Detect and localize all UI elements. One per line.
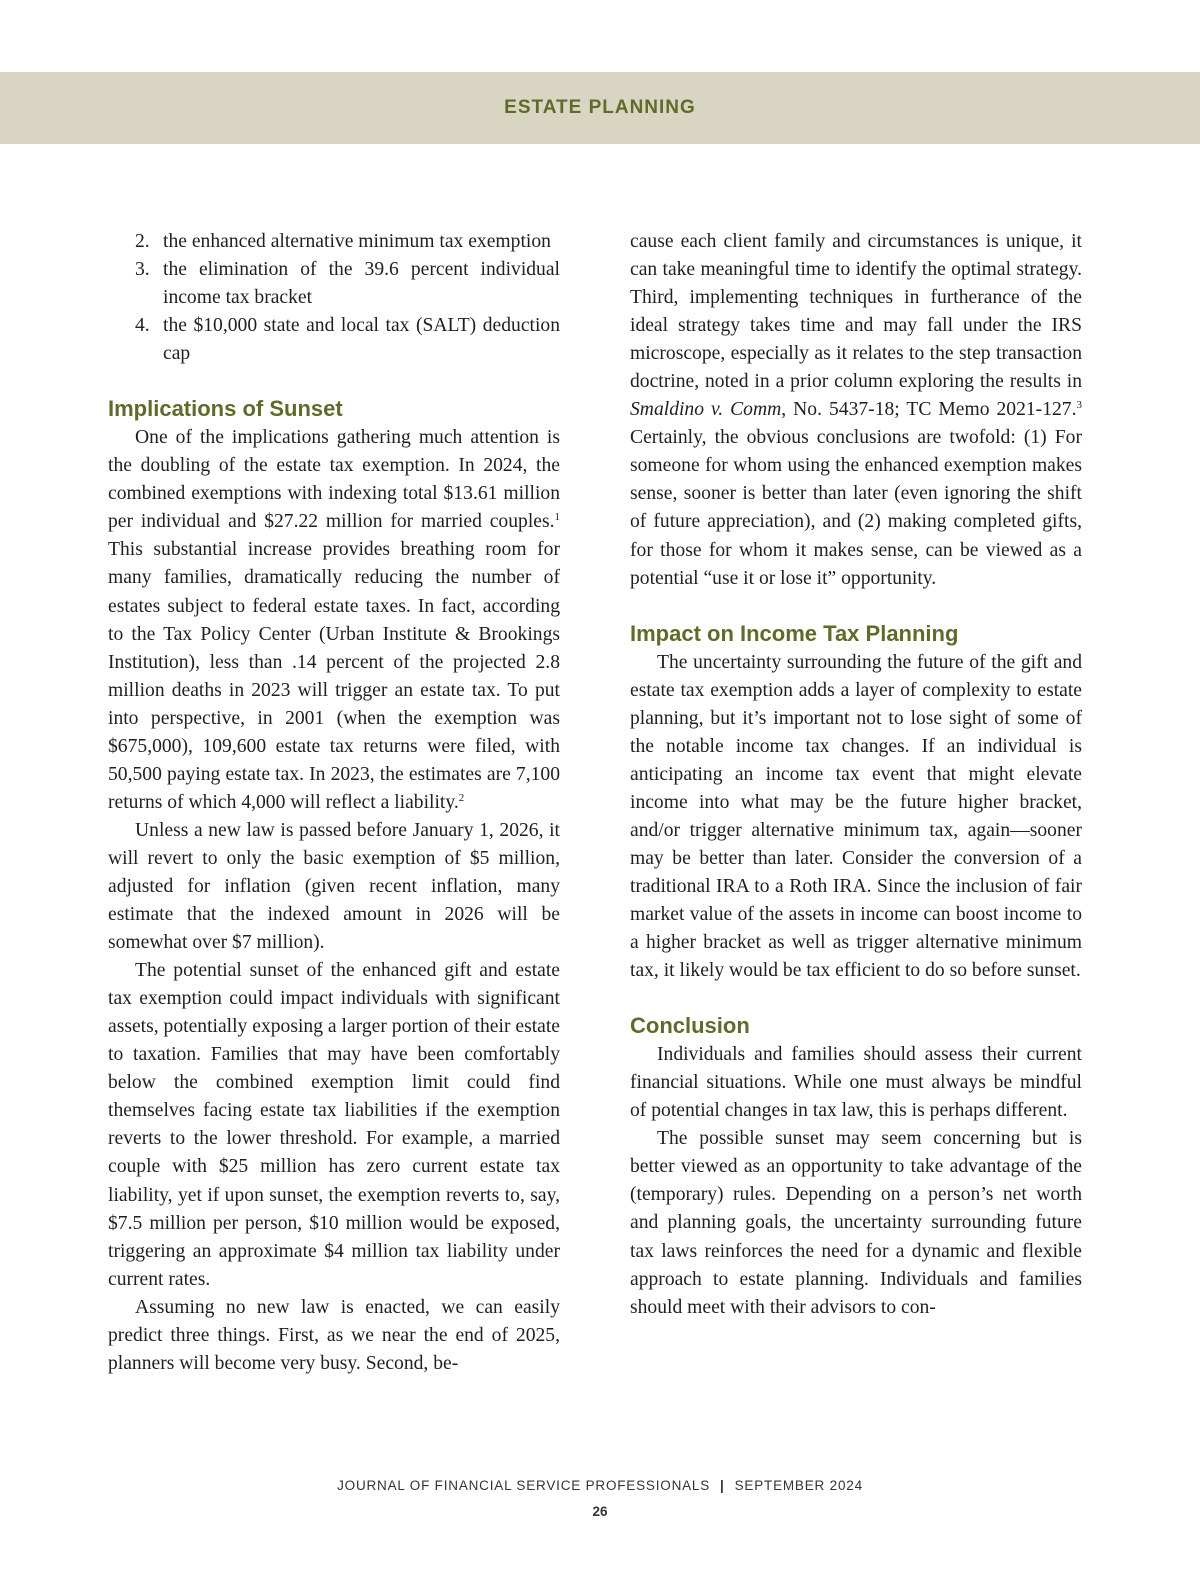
paragraph: Assuming no new law is enacted, we can easily predict three things. First, as we near the end of 2025, planners will become very busy. Second, be- — [108, 1296, 560, 1374]
text-run: This substantial increase provides breathing room for many families, dramatically reducing the number of estates subject to federal estate taxes. In fact, according to the Tax Policy Center (Urban Institute & Brookings Institution), less than .14 percent of the projected 2.8 million deaths in 2023 will trigger an estate tax. To put into perspective, in 2001 (when the exemption was $675,000), 109,600 estate tax returns were filed, with 50,500 paying estate tax. In 2023, the estimates are 7,100 returns of which 4,000 will reflect a liability. — [108, 539, 560, 813]
paragraph: Unless a new law is passed before January 1, 2026, it will revert to only the basic exemption of $5 million, adjusted for inflation (given recent inflation, many estimate that the indexed amount in 2026 will be somewhat over $7 million). — [108, 819, 560, 954]
footnote-ref: 2 — [458, 791, 465, 804]
footnote-ref: 3 — [1076, 399, 1082, 412]
list-text: the enhanced alternative minimum tax exemption — [163, 231, 551, 252]
list-text: the elimination of the 39.6 percent individual income tax bracket — [163, 259, 560, 309]
issue-date: SEPTEMBER 2024 — [734, 1478, 863, 1493]
page-number: 26 — [592, 1504, 608, 1519]
paragraph: Individuals and families should assess their current financial situations. While one must always be mindful of potential changes in tax law, this is perhaps different. — [630, 1044, 1082, 1122]
list-number: 3. — [135, 259, 150, 281]
case-citation: Smaldino v. Comm — [630, 399, 782, 421]
text-run: One of the implications gathering much attention is the doubling of the estate tax exemption. In 2024, the combined exemptions with indexing total $13.61 million per individual and $27.22 million for married couples. — [108, 427, 560, 533]
paragraph: The potential sunset of the enhanced gift and estate tax exemption could impact individuals with significant assets, potentially exposing a larger portion of their estate to taxation. Families that may have been comfortably below the combined exemption limit could find themselves facing estate tax liabilities if the exemption reverts to the lower threshold. For example, a married couple with $25 million has zero current estate tax liability, yet if upon sunset, the exemption reverts to, say, $7.5 million per person, $10 million would be exposed, triggering an approximate $4 million tax liability under current rates. — [108, 960, 560, 1290]
text-run: Certainly, the obvious conclusions are twofold: (1) For someone for whom using the enhanced exemption makes sense, sooner is better than later (even ignoring the shift of future appreciation), and (2) making completed gifts, for those for whom it makes sense, can be viewed as a potential “use it or lose it” opportunity. — [630, 427, 1082, 589]
paragraph: The uncertainty surrounding the future of the gift and estate tax exemption adds a layer of complexity to estate planning, but it’s important not to lose sight of some of the notable income tax changes. If an individual is anticipating an income tax event that might elevate income into what may be the future higher bracket, and/or trigger alternative minimum tax, again—sooner may be better than later. Consider the conversion of a traditional IRA to a Roth IRA. Since the inclusion of fair market value of the assets in income can boost income to a higher bracket as well as trigger alternative minimum tax, it likely would be tax efficient to do so before sunset. — [630, 651, 1082, 982]
text-run: cause each client family and circumstances is unique, it can take meaningful time to identify the optimal strategy. Third, implementing techniques in furtherance of the ideal strategy takes time and may fall under the IRS microscope, especially as it relates to the step transaction doctrine, noted in a prior column exploring the results in — [630, 231, 1082, 393]
heading-implications: Implications of Sunset — [108, 396, 343, 422]
list-number: 2. — [135, 231, 150, 252]
list-text: the $10,000 state and local tax (SALT) deduction cap — [163, 315, 560, 365]
heading-conclusion: Conclusion — [630, 1013, 750, 1039]
list-item — [108, 256, 560, 312]
paragraph — [108, 424, 560, 817]
paragraph: The possible sunset may seem concerning but is better viewed as an opportunity to take advantage of the (temporary) rules. Depending on a person’s net worth and planning goals, the uncertainty surrounding future tax laws reinforces the need for a dynamic and flexible approach to estate planning. Individuals and families should meet with their advisors to con- — [630, 1128, 1082, 1318]
left-column — [108, 228, 560, 1378]
list-item — [108, 228, 560, 256]
exemption-list — [108, 228, 560, 368]
list-item — [108, 312, 560, 368]
right-column — [630, 228, 1082, 1322]
section-label: ESTATE PLANNING — [504, 97, 696, 118]
paragraph — [630, 228, 1082, 593]
page-footer — [0, 1478, 1200, 1493]
list-number: 4. — [135, 315, 150, 337]
journal-name: JOURNAL OF FINANCIAL SERVICE PROFESSIONALS — [337, 1478, 711, 1493]
text-run: , No. 5437-18; TC Memo 2021-127. — [781, 399, 1077, 421]
heading-income-tax: Impact on Income Tax Planning — [630, 620, 959, 646]
footnote-ref: 1 — [554, 511, 560, 524]
footer-separator: | — [720, 1478, 725, 1493]
